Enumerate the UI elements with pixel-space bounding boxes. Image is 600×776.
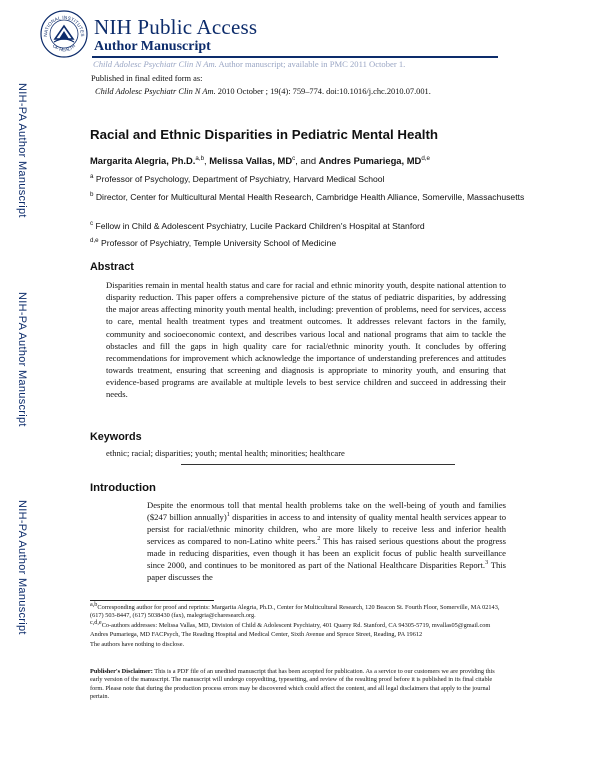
svg-text:OF HEALTH: OF HEALTH [51, 43, 77, 53]
nih-public-access-title: NIH Public Access [94, 15, 258, 39]
affiliation [90, 237, 530, 249]
reference-marker[interactable]: 1 [226, 511, 230, 519]
disclaimer-label: Publisher's Disclaimer: [90, 668, 153, 675]
footnote-text: Co-authors addresses: Melissa Vallas, MD, Division of Child & Adolescent Psychiatry, 401 Quarry Rd. Stanford, CA 94305-5719, mvallas05@gmail.com [101, 621, 491, 629]
keywords-heading: Keywords [90, 431, 142, 443]
journal-name: Child Adolesc Psychiatr Clin N Am. [93, 59, 217, 69]
svg-text:NATIONAL INSTITUTES: NATIONAL INSTITUTES [42, 14, 86, 37]
affiliation-sup: b [90, 191, 94, 199]
affiliation-sup: c [90, 220, 94, 228]
affiliation-text: Professor of Psychiatry, Temple University School of Medicine [101, 238, 337, 248]
affiliation-text: Director, Center for Multicultural Mental Health Research, Cambridge Health Alliance, Somerville, Massachusetts [95, 192, 525, 202]
introduction-heading: Introduction [90, 482, 156, 494]
author-separator: , [204, 155, 210, 166]
journal-availability-line [93, 59, 405, 69]
article-title: Racial and Ethnic Disparities in Pediatric Mental Health [90, 127, 439, 142]
intro-text: Despite the enormous toll that mental health problems take on the well-being of youth and families ($247 billion annually) [147, 500, 506, 522]
affiliation [90, 191, 530, 203]
introduction-body [147, 500, 506, 584]
author-separator: , and [295, 155, 319, 166]
author-list [90, 155, 430, 166]
reference-marker[interactable]: 3 [485, 558, 489, 566]
footnote-sup: c,d,e [90, 618, 102, 626]
abstract-body: Disparities remain in mental health status and care for racial and ethnic minority youth, despite national attention to disparity reduction. This paper offers a comprehensive picture of the status of pediatric disparities, by addressing the major areas affecting minority youth mental health, including: prevention of problems, need for services, access to care, mental health treatment types and treatment outcomes. It addresses relevant factors in the family, community and socioeconomic context, and describes various local and national programs that aim to tackle the obstacles and fill the gaps in high quality care for racial/ethnic minority youth. It concludes by offering recommendations for improvement which acknowledge the importance of understanding preferences and attitudes towards treatment, ensuring that screening and diagnosis is appropriate to minority youth, and ensuring that evidence-based programs are available at multiple levels to best service children and succeed in addressing their needs. [106, 280, 506, 400]
corresponding-author-note [90, 600, 506, 621]
author-name: Andres Pumariega, MD [318, 155, 422, 166]
affiliation [90, 220, 530, 232]
affiliation [90, 173, 530, 185]
side-label: NIH-PA Author Manuscript [16, 500, 28, 635]
side-label: NIH-PA Author Manuscript [16, 83, 28, 218]
andres-address-note: Andres Pumariega, MD FACPsych, The Reading Hospital and Medical Center, Sixth Avenue and Spruce Street, Reading, PA 19612 [90, 630, 423, 638]
reference-marker[interactable]: 2 [317, 535, 321, 542]
intro-text: disparities in access to and intensity of quality mental health services appear to persist for racial/ethnic minority children, who are more likely to receive less and inferior health services as compared to non-Latino white peers. [147, 511, 506, 546]
affiliation-sup: a [90, 173, 94, 181]
published-label: Published in final edited form as: [91, 74, 203, 83]
author-manuscript-label: Author Manuscript [94, 39, 211, 54]
author-sup: c [292, 154, 296, 162]
footnote-divider [90, 600, 214, 601]
intro-text: This paper discusses the [147, 559, 506, 582]
affiliation-text: Fellow in Child & Adolescent Psychiatry, Lucile Packard Children's Hospital at Stanford [95, 221, 425, 231]
affiliation-text: Professor of Psychology, Department of Psychiatry, Harvard Medical School [95, 174, 385, 184]
author-sup: a,b [195, 154, 205, 162]
keywords-list: ethnic; racial; disparities; youth; mental health; minorities; healthcare [106, 448, 345, 458]
side-label: NIH-PA Author Manuscript [16, 292, 28, 427]
footnote-text: Corresponding author for proof and reprints: Margarita Alegria, Ph.D., Center for Multicultural Research, 120 Beacon St. Fourth Floor, Somerville, MA 02143, (617) 503-8447, (617) 5038430 (fax), malegria@charesearch.org. [90, 604, 500, 620]
citation [95, 87, 431, 96]
citation-journal: Child Adolesc Psychiatr Clin N Am. [95, 87, 216, 96]
disclaimer-text: This is a PDF file of an unedited manuscript that has been accepted for publication. As a service to our customers we are providing this early version of the manuscript. The manuscript will undergo copyediting, typesetting, and review of the resulting proof before it is published in its final citable form. Please note that during the production process errors may be discovered which could affect the content, and all legal disclaimers that apply to the journal pertain. [90, 668, 495, 700]
availability-text: Author manuscript; available in PMC 2011 October 1. [216, 59, 406, 69]
affiliation-sup: d,e [90, 237, 99, 245]
author-sup: d,e [421, 154, 430, 162]
footnotes [90, 600, 506, 650]
intro-text: This has raised serious questions about the progress made in reducing disparities, even though it has been an explicit focus of public health surveillance since 2000, and continues to be monitored as part of the National Healthcare Disparities Report. [147, 535, 506, 570]
coauthor-note [90, 618, 506, 630]
disclosure-note: The authors have nothing to disclose. [90, 641, 185, 649]
author-name: Margarita Alegria, Ph.D. [90, 155, 196, 166]
citation-details: 2010 October ; 19(4): 759–774. doi:10.1016/j.chc.2010.07.001. [215, 87, 431, 96]
header-divider [92, 56, 498, 58]
abstract-heading: Abstract [90, 261, 134, 273]
author-name: Melissa Vallas, MD [209, 155, 293, 166]
footnote-sup: a,b [90, 600, 98, 608]
nih-seal-logo [40, 10, 88, 58]
publisher-disclaimer [90, 668, 506, 701]
section-divider [181, 464, 455, 465]
